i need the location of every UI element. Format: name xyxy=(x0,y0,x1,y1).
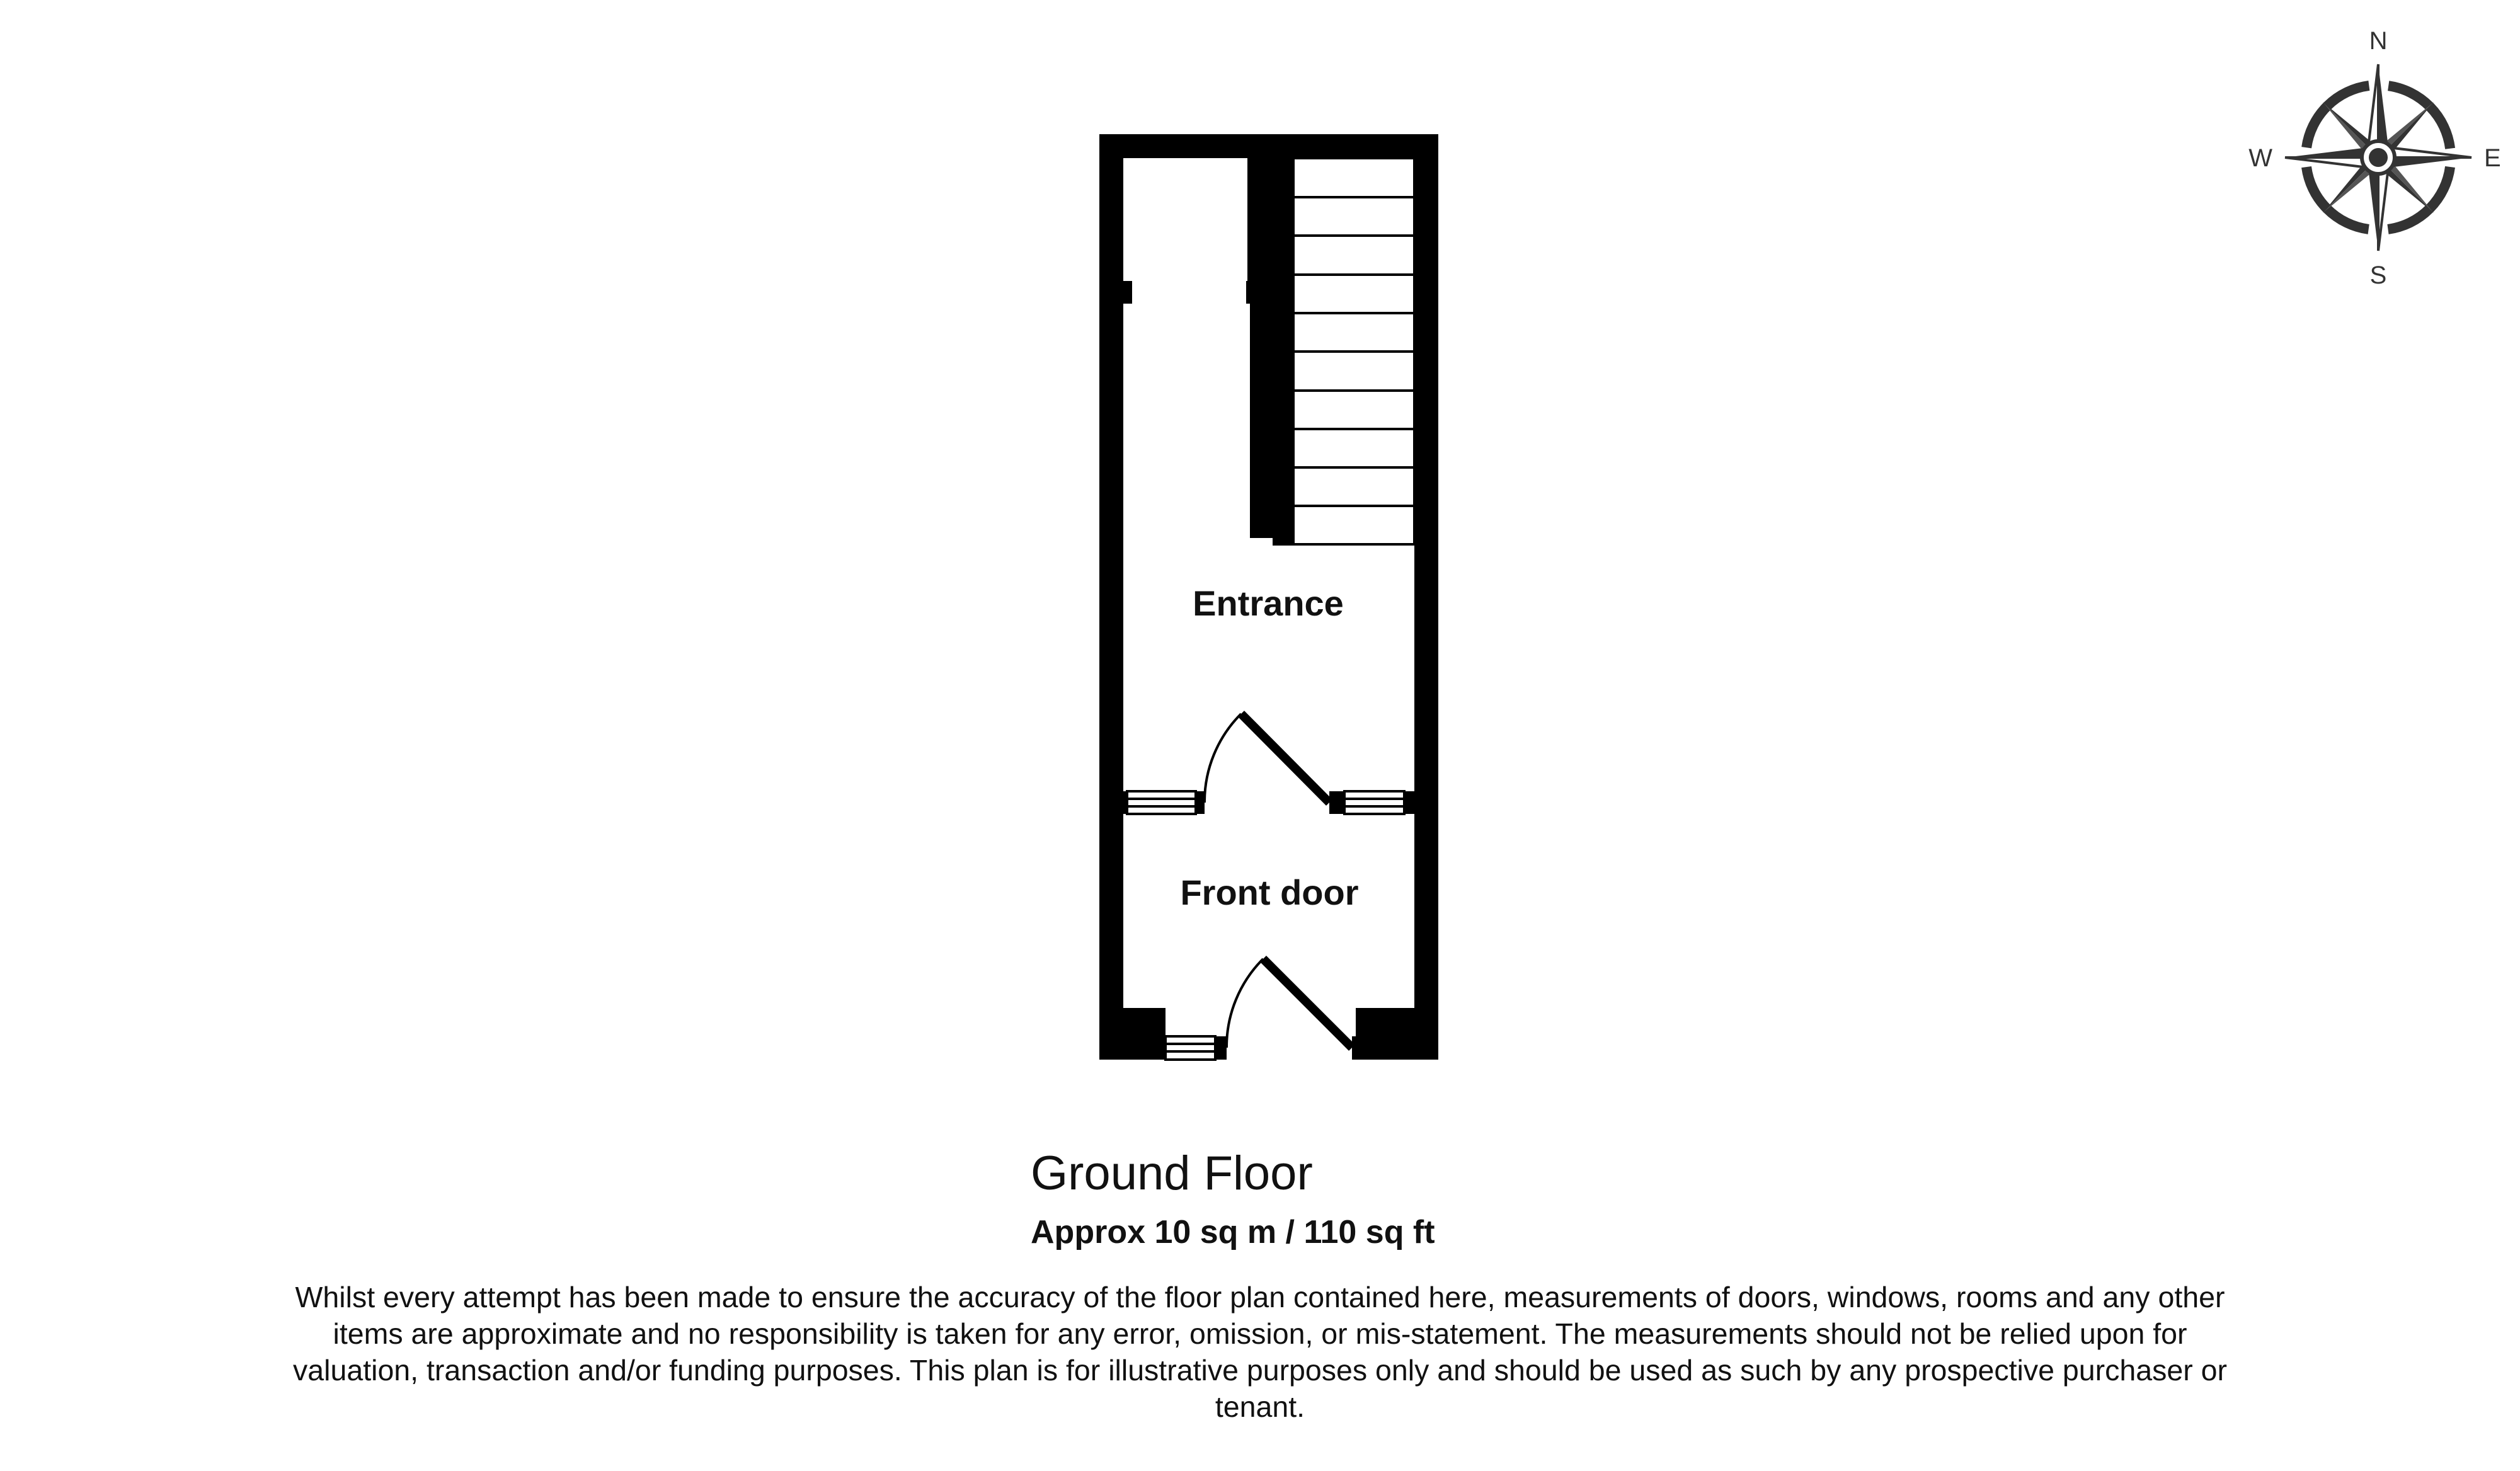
partition-nib-upper xyxy=(1247,158,1252,281)
wall-top xyxy=(1099,134,1438,158)
floor-title: Ground Floor xyxy=(1031,1147,1313,1200)
wall-bottom-right xyxy=(1356,1008,1438,1060)
left-wall-nib xyxy=(1123,281,1132,304)
divider-jamb-left xyxy=(1196,791,1205,814)
compass-rose xyxy=(2248,27,2500,289)
stair-stringer xyxy=(1274,158,1295,544)
front-door xyxy=(1227,959,1352,1048)
window-divider-left xyxy=(1127,791,1196,814)
wall-bottom-left xyxy=(1099,1008,1166,1060)
internal-door-leaf xyxy=(1241,714,1329,803)
wall-right xyxy=(1414,134,1438,1060)
divider-jamb-right xyxy=(1329,791,1344,814)
front-door-swing xyxy=(1227,959,1263,1048)
partition-nib xyxy=(1246,281,1274,304)
disclaimer-text: Whilst every attempt has been made to ensure the accuracy of the floor plan contained here, measurements of doors, windows, rooms and any other items are approximate and no responsibility is taken for any error, omission, or mis-statement. The measurements should not be relied upon for valuation, transaction and/or funding purposes. This plan is for illustrative purposes only and should be used as such by any prospective purchaser or tenant. xyxy=(293,1281,2227,1423)
front-door-leaf xyxy=(1263,959,1352,1048)
staircase xyxy=(1274,158,1414,544)
compass-north: N xyxy=(2369,27,2388,55)
front-jamb-left xyxy=(1215,1036,1227,1060)
front-jamb-right xyxy=(1352,1036,1358,1060)
compass-east: E xyxy=(2484,144,2501,172)
floor-area: Approx 10 sq m / 110 sq ft xyxy=(1031,1214,1435,1251)
internal-door-swing xyxy=(1205,714,1241,803)
internal-door xyxy=(1205,714,1329,803)
divider-wall-right xyxy=(1404,791,1414,814)
compass-west: W xyxy=(2248,144,2272,172)
compass-center-inner xyxy=(2369,148,2388,167)
window-divider-right xyxy=(1344,791,1404,814)
room-label-entrance: Entrance xyxy=(1193,583,1344,623)
stair-partition-wall xyxy=(1250,158,1274,538)
compass-south: S xyxy=(2369,261,2387,289)
window-front xyxy=(1166,1036,1215,1060)
room-label-front-door: Front door xyxy=(1180,873,1359,912)
wall-left xyxy=(1099,134,1123,1060)
